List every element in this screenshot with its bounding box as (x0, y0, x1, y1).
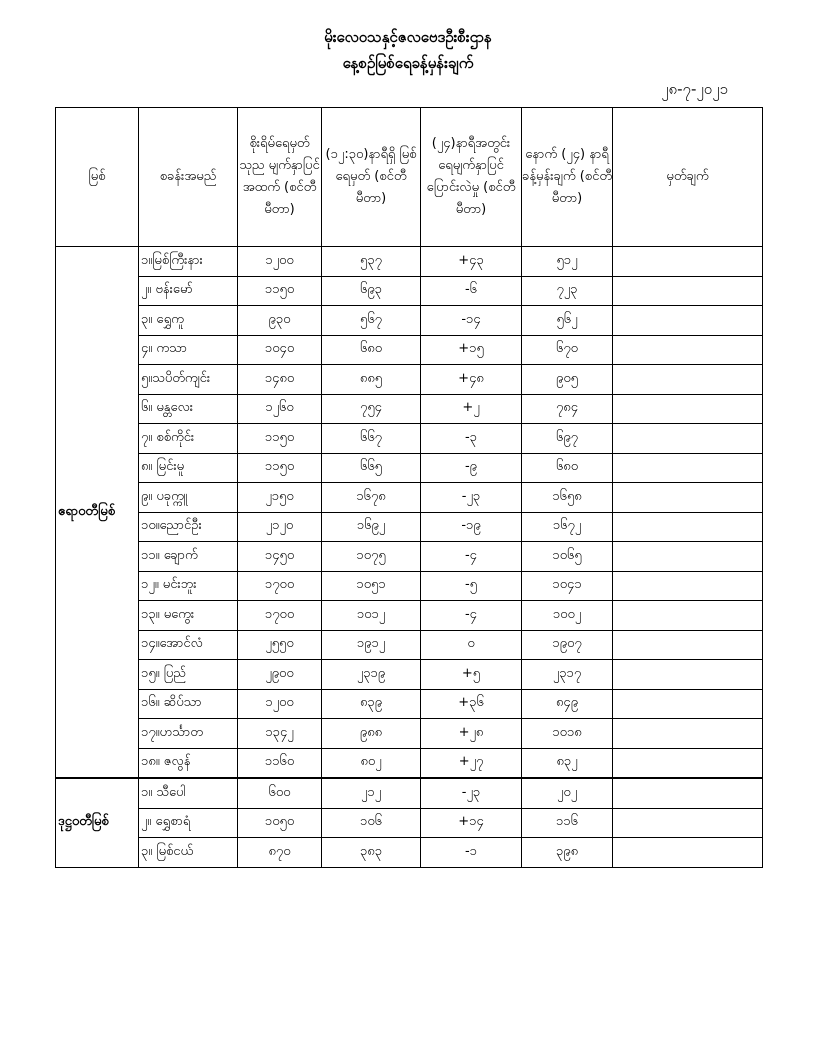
change-cell: -၆ (421, 276, 522, 306)
danger-level-cell: ၁၇၀၀ (238, 571, 322, 601)
danger-level-cell: ၉၃၀ (238, 306, 322, 336)
remarks-cell (613, 630, 763, 660)
forecast-cell: ၁၆၇၂ (522, 512, 613, 542)
danger-level-cell: ၁၁၅၀ (238, 424, 322, 454)
table-row (56, 394, 763, 424)
table-row (56, 306, 763, 336)
remarks-cell (613, 453, 763, 483)
station-cell: ၃။ ရွှေကူ (139, 306, 238, 336)
danger-level-cell: ၈၇၀ (238, 838, 322, 868)
table-row (56, 247, 763, 277)
station-cell: ၉။ ပခုက္ကူ (139, 483, 238, 513)
remarks-cell (613, 335, 763, 365)
forecast-cell: ၉၀၅ (522, 365, 613, 395)
forecast-cell: ၆၇၀ (522, 335, 613, 365)
change-cell: +၂ (421, 394, 522, 424)
station-cell: ၂။ ဗန်းမော် (139, 276, 238, 306)
observed-level-cell: ၁၀၇၅ (322, 542, 421, 572)
table-row (56, 689, 763, 719)
danger-level-cell: ၂၉၀၀ (238, 660, 322, 690)
change-cell: -၁၄ (421, 306, 522, 336)
forecast-cell: ၈၄၉ (522, 689, 613, 719)
station-cell: ၃။ မြစ်ငယ် (139, 838, 238, 868)
table-row (56, 571, 763, 601)
col-header-forecast: နောက် (၂၄) နာရီ ခန့်မှန်းချက် (စင်တီမီတာ) (522, 108, 613, 247)
change-cell: +၁၄ (421, 808, 522, 838)
table-row (56, 512, 763, 542)
table-row (56, 601, 763, 631)
forecast-cell: ၁၉၀၇ (522, 630, 613, 660)
office-title: မိုးလေဝသနှင့်ဇလဗေဒဦးစီးဌာန (324, 28, 492, 46)
change-cell: -၂၃ (421, 778, 522, 808)
change-cell: -၂၃ (421, 483, 522, 513)
table-body (56, 247, 763, 868)
station-cell: ၁။မြစ်ကြီးနား (139, 247, 238, 277)
station-cell: ၁၆။ ဆိပ်သာ (139, 689, 238, 719)
station-cell: ၇။ စစ်ကိုင်း (139, 424, 238, 454)
station-cell: ၁၅။ ပြည် (139, 660, 238, 690)
change-cell: +၃၆ (421, 689, 522, 719)
table-row (56, 453, 763, 483)
forecast-cell: ၇၂၃ (522, 276, 613, 306)
forecast-cell: ၃၉၈ (522, 838, 613, 868)
observed-level-cell: ၈၀၂ (322, 748, 421, 778)
table-row (56, 276, 763, 306)
report-date: ၂၈-၇-၂၀၂၁ (661, 80, 728, 98)
change-cell: -၃ (421, 424, 522, 454)
table-row (56, 335, 763, 365)
table-row (56, 719, 763, 749)
danger-level-cell: ၁၄၈၀ (238, 365, 322, 395)
change-cell: -၅ (421, 571, 522, 601)
forecast-cell: ၅၆၂ (522, 306, 613, 336)
station-cell: ၁၈။ ဇလွန် (139, 748, 238, 778)
table-row (56, 365, 763, 395)
change-cell: +၄၈ (421, 365, 522, 395)
river-name-cell: ဧရာဝတီမြစ် (56, 247, 139, 779)
danger-level-cell: ၁၁၅၀ (238, 276, 322, 306)
forecast-cell: ၆၉၇ (522, 424, 613, 454)
forecast-cell: ၁၀၀၂ (522, 601, 613, 631)
danger-level-cell: ၁၀၅၀ (238, 808, 322, 838)
change-cell: +၁၅ (421, 335, 522, 365)
station-cell: ၂။ ရွှေစာရံ (139, 808, 238, 838)
remarks-cell (613, 276, 763, 306)
col-header-observed-level: (၁၂:၃၀)နာရီရှိ မြစ်ရေမှတ် (စင်တီမီတာ) (322, 108, 421, 247)
observed-level-cell: ၅၆၇ (322, 306, 421, 336)
table-row (56, 660, 763, 690)
remarks-cell (613, 601, 763, 631)
table-row (56, 808, 763, 838)
river-name-cell: ဒုဋ္ဌဝတီမြစ် (56, 778, 139, 867)
forecast-cell: ၁၀၁၈ (522, 719, 613, 749)
station-cell: ၁၇။ဟင်္သာတ (139, 719, 238, 749)
observed-level-cell: ၅၃၇ (322, 247, 421, 277)
danger-level-cell: ၁၃၄၂ (238, 719, 322, 749)
station-cell: ၆။ မန္တလေး (139, 394, 238, 424)
forecast-cell: ၇၈၄ (522, 394, 613, 424)
danger-level-cell: ၁၂၀၀ (238, 689, 322, 719)
remarks-cell (613, 719, 763, 749)
forecast-cell: ၁၀၆၅ (522, 542, 613, 572)
observed-level-cell: ၆၈၀ (322, 335, 421, 365)
forecast-cell: ၂၃၁၇ (522, 660, 613, 690)
change-cell: -၄ (421, 542, 522, 572)
forecast-cell: ၆၈၀ (522, 453, 613, 483)
table-row (56, 748, 763, 778)
col-header-danger-level: စိုးရိမ်ရေမှတ် သုည မျက်နှာပြင် အထက် (စင်တီမီတာ) (238, 108, 322, 247)
observed-level-cell: ၁၉၁၂ (322, 630, 421, 660)
table-row (56, 424, 763, 454)
danger-level-cell: ၁၀၄၀ (238, 335, 322, 365)
station-cell: ၁၀။ညောင်ဦး (139, 512, 238, 542)
table-row (56, 838, 763, 868)
station-cell: ၁၂။ မင်းဘူး (139, 571, 238, 601)
forecast-cell: ၈၃၂ (522, 748, 613, 778)
observed-level-cell: ၁၆၉၂ (322, 512, 421, 542)
remarks-cell (613, 512, 763, 542)
forecast-cell: ၁၁၆ (522, 808, 613, 838)
forecast-cell: ၅၁၂ (522, 247, 613, 277)
table-row (56, 630, 763, 660)
station-cell: ၁၄။အောင်လံ (139, 630, 238, 660)
danger-level-cell: ၂၅၅၀ (238, 630, 322, 660)
station-cell: ၄။ ကသာ (139, 335, 238, 365)
observed-level-cell: ၁၀၁၂ (322, 601, 421, 631)
observed-level-cell: ၂၃၁၉ (322, 660, 421, 690)
observed-level-cell: ၇၅၄ (322, 394, 421, 424)
remarks-cell (613, 689, 763, 719)
danger-level-cell: ၂၁၂၀ (238, 512, 322, 542)
change-cell: +၄၃ (421, 247, 522, 277)
remarks-cell (613, 660, 763, 690)
station-cell: ၈။ မြင်းမူ (139, 453, 238, 483)
observed-level-cell: ၃၈၃ (322, 838, 421, 868)
forecast-cell: ၁၀၄၁ (522, 571, 613, 601)
observed-level-cell: ၈၈၅ (322, 365, 421, 395)
change-cell: +၂၈ (421, 719, 522, 749)
danger-level-cell: ၂၁၅၀ (238, 483, 322, 513)
danger-level-cell: ၆၀၀ (238, 778, 322, 808)
remarks-cell (613, 778, 763, 808)
observed-level-cell: ၉၈၈ (322, 719, 421, 749)
remarks-cell (613, 365, 763, 395)
change-cell: +၂၇ (421, 748, 522, 778)
table-row (56, 483, 763, 513)
change-cell: ၀ (421, 630, 522, 660)
danger-level-cell: ၁၄၅၀ (238, 542, 322, 572)
forecast-cell: ၂၀၂ (522, 778, 613, 808)
observed-level-cell: ၆၆၅ (322, 453, 421, 483)
remarks-cell (613, 247, 763, 277)
col-header-remarks: မှတ်ချက် (613, 108, 763, 247)
danger-level-cell: ၁၁၆၀ (238, 748, 322, 778)
col-header-change: (၂၄)နာရီအတွင်း ရေမျက်နှာပြင် ပြောင်းလဲမှု (စင်တီမီတာ) (421, 108, 522, 247)
table-row (56, 778, 763, 808)
remarks-cell (613, 394, 763, 424)
remarks-cell (613, 306, 763, 336)
observed-level-cell: ၁၀၅၁ (322, 571, 421, 601)
document-subtitle: နေ့စဉ်မြစ်ရေခန့်မှန်းချက် (342, 54, 474, 72)
table-row (56, 542, 763, 572)
danger-level-cell: ၁၁၅၀ (238, 453, 322, 483)
remarks-cell (613, 542, 763, 572)
danger-level-cell: ၁၇၀၀ (238, 601, 322, 631)
station-cell: ၁။ သီပေါ (139, 778, 238, 808)
observed-level-cell: ၆၉၃ (322, 276, 421, 306)
observed-level-cell: ၈၃၉ (322, 689, 421, 719)
header-row (56, 108, 763, 247)
col-header-station: စခန်းအမည် (139, 108, 238, 247)
remarks-cell (613, 838, 763, 868)
remarks-cell (613, 483, 763, 513)
change-cell: -၁ (421, 838, 522, 868)
observed-level-cell: ၁၆၇၈ (322, 483, 421, 513)
change-cell: -၉ (421, 453, 522, 483)
forecast-table (55, 107, 763, 868)
remarks-cell (613, 808, 763, 838)
observed-level-cell: ၆၆၇ (322, 424, 421, 454)
forecast-cell: ၁၆၅၈ (522, 483, 613, 513)
station-cell: ၁၃။ မကွေး (139, 601, 238, 631)
col-header-river: မြစ် (56, 108, 139, 247)
change-cell: +၅ (421, 660, 522, 690)
danger-level-cell: ၁၂၆၀ (238, 394, 322, 424)
remarks-cell (613, 748, 763, 778)
station-cell: ၅။သပိတ်ကျင်း (139, 365, 238, 395)
change-cell: -၄ (421, 601, 522, 631)
change-cell: -၁၉ (421, 512, 522, 542)
station-cell: ၁၁။ ချောက် (139, 542, 238, 572)
remarks-cell (613, 571, 763, 601)
remarks-cell (613, 424, 763, 454)
observed-level-cell: ၁၀၆ (322, 808, 421, 838)
observed-level-cell: ၂၁၂ (322, 778, 421, 808)
danger-level-cell: ၁၂၀၀ (238, 247, 322, 277)
